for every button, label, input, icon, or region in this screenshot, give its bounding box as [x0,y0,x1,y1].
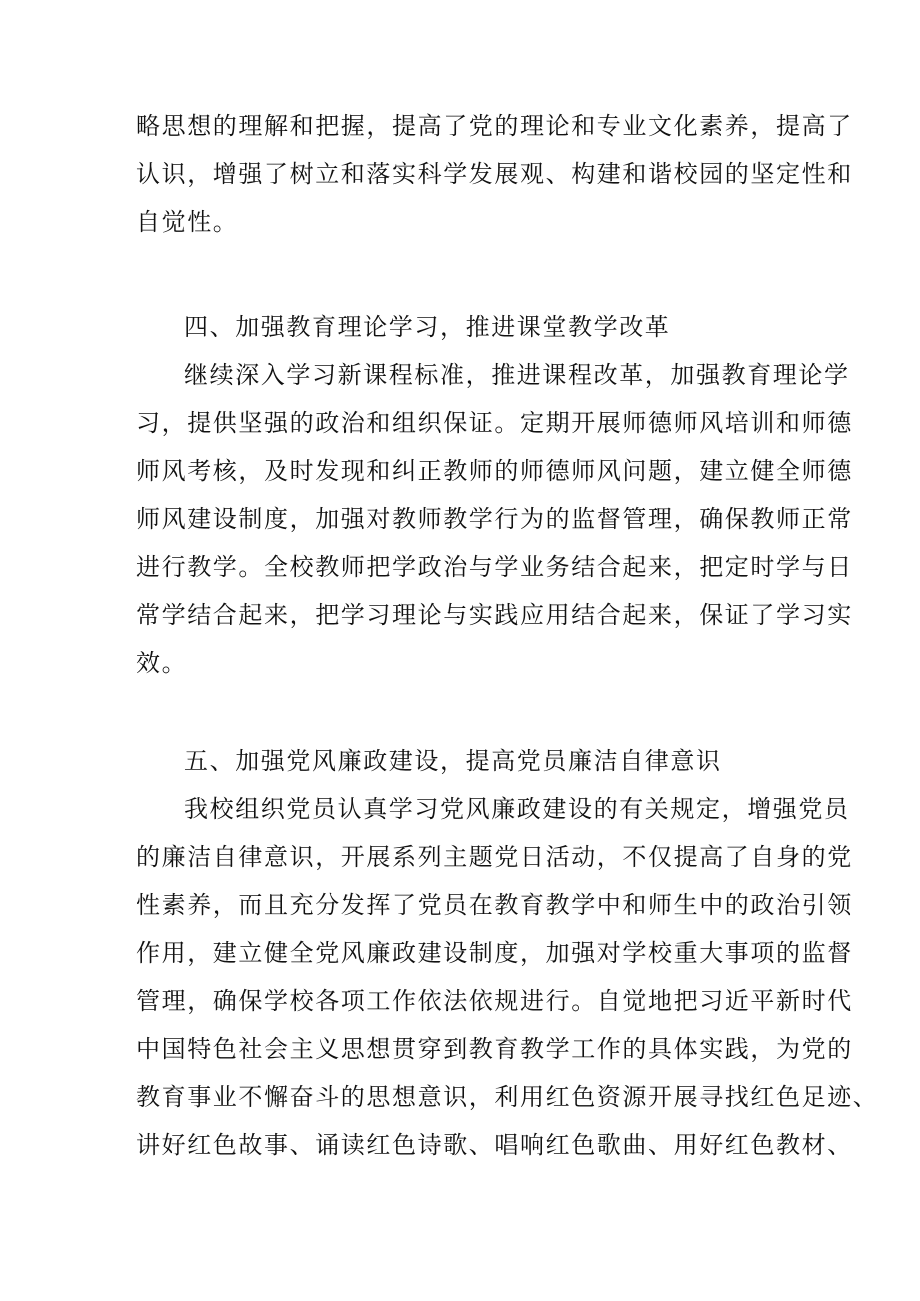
paragraph-line: 常学结合起来，把学习理论与实践应用结合起来，保证了学习实 [136,601,853,629]
paragraph-line: 我校组织党员认真学习党风廉政建设的有关规定，增强党员 [184,795,850,823]
section-heading-4: 四、加强教育理论学习，推进课堂教学改革 [184,313,671,341]
paragraph-line: 师风建设制度，加强对教师教学行为的监督管理，确保教师正常 [136,505,853,533]
paragraph-line: 自觉性。 [136,208,239,236]
paragraph-line: 师风考核，及时发现和纠正教师的师德师风问题，建立健全师德 [136,457,853,485]
paragraph-line: 教育事业不懈奋斗的思想意识，利用红色资源开展寻找红色足迹、 [136,1083,879,1111]
paragraph-line: 略思想的理解和把握，提高了党的理论和专业文化素养，提高了 [136,112,853,140]
paragraph-line: 作用，建立健全党风廉政建设制度，加强对学校重大事项的监督 [136,939,853,967]
paragraph-line: 继续深入学习新课程标准，推进课程改革，加强教育理论学 [184,361,850,389]
paragraph-line: 讲好红色故事、诵读红色诗歌、唱响红色歌曲、用好红色教材、 [136,1131,853,1159]
paragraph-line: 中国特色社会主义思想贯穿到教育教学工作的具体实践，为党的 [136,1035,853,1063]
paragraph-line: 管理，确保学校各项工作依法依规进行。自觉地把习近平新时代 [136,987,853,1015]
paragraph-line: 习，提供坚强的政治和组织保证。定期开展师德师风培训和师德 [136,409,853,437]
section-heading-5: 五、加强党风廉政建设，提高党员廉洁自律意识 [184,747,722,775]
paragraph-line: 效。 [136,649,188,677]
paragraph-line: 认识，增强了树立和落实科学发展观、构建和谐校园的坚定性和 [136,160,853,188]
paragraph-line: 进行教学。全校教师把学政治与学业务结合起来，把定时学与日 [136,553,853,581]
paragraph-line: 性素养，而且充分发挥了党员在教育教学中和师生中的政治引领 [136,891,853,919]
paragraph-line: 的廉洁自律意识，开展系列主题党日活动，不仅提高了自身的党 [136,843,853,871]
